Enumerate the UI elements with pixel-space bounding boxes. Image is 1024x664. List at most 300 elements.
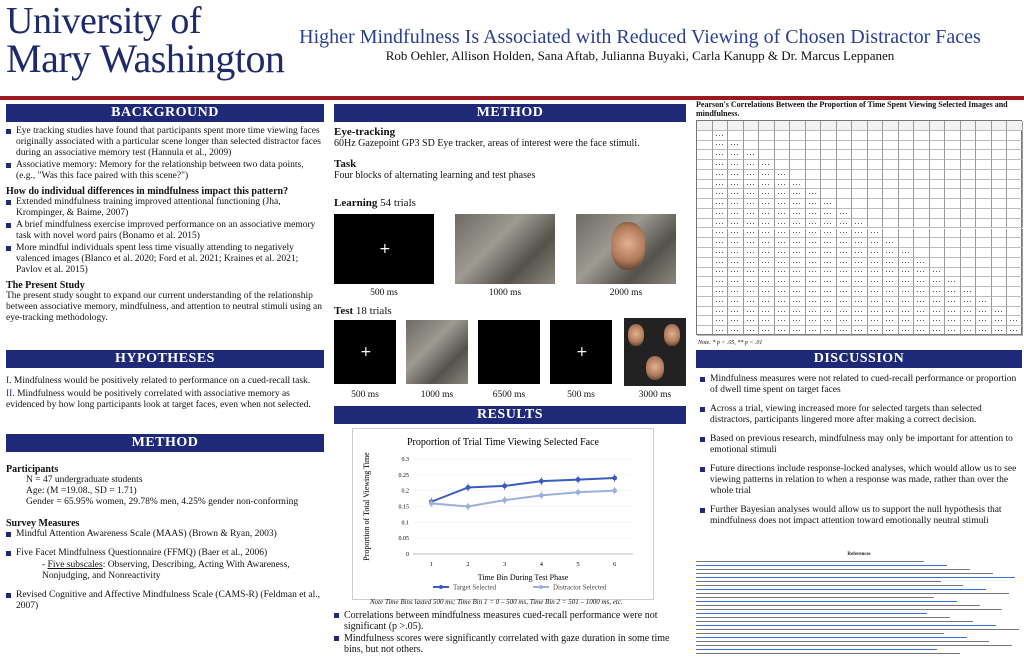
table-cell [775,287,791,297]
table-cell [852,268,868,278]
table-cell [961,297,977,307]
learning-label: Learning 54 trials [334,197,416,209]
discussion-heading: DISCUSSION [696,350,1022,368]
x-tick-label: 4 [539,561,543,568]
table-cell [899,180,915,190]
table-cell [744,131,760,141]
table-cell [852,150,868,160]
table-cell [976,199,992,209]
table-cell [868,277,884,287]
table-cell [992,258,1008,268]
table-cell [728,209,744,219]
table-cell [852,297,868,307]
table-cell [899,248,915,258]
table-cell [868,180,884,190]
y-tick-label: 0.15 [398,504,409,511]
table-cell [713,248,729,258]
table-cell [806,229,822,239]
table-cell [728,316,744,326]
results-bullets [334,610,686,656]
table-cell [852,326,868,336]
table-cell [961,268,977,278]
table-cell [914,248,930,258]
table-cell [759,160,775,170]
survey-heading: Survey Measures [6,518,80,529]
table-cell [852,307,868,317]
table-cell [992,248,1008,258]
table-cell [759,307,775,317]
reference-line [696,637,967,638]
learning-scene-face-image [576,214,676,284]
table-cell [728,307,744,317]
table-cell [852,170,868,180]
table-cell [868,238,884,248]
table-cell [821,316,837,326]
table-cell [1007,229,1023,239]
table-cell [728,297,744,307]
legend-label: Target Selected [453,583,497,592]
reference-line [696,649,937,650]
table-cell [790,326,806,336]
table-cell [744,170,760,180]
reference-line [696,605,980,606]
table-cell [821,277,837,287]
table-cell [945,238,961,248]
table-cell [728,141,744,151]
face-option-image [664,324,680,346]
table-cell [868,141,884,151]
table-cell [852,258,868,268]
table-cell [837,219,853,229]
table-cell [945,297,961,307]
table-cell [868,258,884,268]
table-cell [744,199,760,209]
table-cell [713,307,729,317]
table-cell [945,189,961,199]
table-cell [914,219,930,229]
table-header-cell [930,121,946,131]
table-cell [713,258,729,268]
table-cell [961,238,977,248]
x-tick-label: 3 [503,561,507,568]
table-cell [883,268,899,278]
table-cell [899,160,915,170]
table-cell [1007,141,1023,151]
table-cell [1007,316,1023,326]
table-cell [790,180,806,190]
table-cell [976,316,992,326]
table-cell [945,160,961,170]
table-cell [1007,258,1023,268]
table-cell [961,248,977,258]
table-cell [713,219,729,229]
table-cell [744,258,760,268]
table-cell [961,170,977,180]
table-cell [1007,160,1023,170]
table-cell [759,287,775,297]
x-tick-label: 6 [613,561,617,568]
table-cell [759,189,775,199]
table-header-cell [837,121,853,131]
table-cell [914,160,930,170]
table-cell [790,238,806,248]
table-cell [775,326,791,336]
table-cell [961,189,977,199]
table-cell [868,150,884,160]
table-cell [821,150,837,160]
y-tick-label: 0.1 [401,520,409,527]
table-cell [976,258,992,268]
table-cell [697,170,713,180]
table-cell [744,268,760,278]
reference-line [696,629,1019,630]
table-cell [852,141,868,151]
results-chart [352,428,654,600]
table-cell [775,189,791,199]
reference-line [696,625,996,626]
table-cell [837,199,853,209]
table-cell [961,229,977,239]
table-cell [744,248,760,258]
table-cell [914,170,930,180]
table-cell [744,326,760,336]
table-cell [945,268,961,278]
table-cell [821,170,837,180]
table-header-cell [759,121,775,131]
hypotheses-list [6,376,324,411]
discussion-bullet: Future directions include response-locked analyses, which would allow us to see viewing patterns in relation to when a response was made, rather than over the whole trial [700,464,1018,497]
table-cell [728,219,744,229]
table-cell [930,316,946,326]
survey-item: Mindful Attention Awareness Scale (MAAS) (Brown & Ryan, 2003) [6,529,324,540]
table-cell [728,131,744,141]
table-cell [775,150,791,160]
table-cell [806,238,822,248]
table-cell [775,258,791,268]
table-cell [744,238,760,248]
table-cell [806,307,822,317]
table-cell [821,268,837,278]
table-cell [852,277,868,287]
table-cell [697,287,713,297]
chart-title: Proportion of Trial Time Viewing Selected Face [407,437,599,448]
table-cell [728,287,744,297]
table-cell [759,258,775,268]
legend-marker [539,585,543,589]
table-cell [744,297,760,307]
table-cell [883,287,899,297]
table-cell [852,189,868,199]
table-header-cell [945,121,961,131]
table-cell [759,229,775,239]
table-cell [961,160,977,170]
test-blank-frame [478,320,540,384]
table-cell [852,287,868,297]
table-cell [821,307,837,317]
task-heading: Task [334,158,357,170]
table-cell [697,316,713,326]
table-cell [775,219,791,229]
table-cell [697,297,713,307]
table-cell [837,238,853,248]
method-left-section [6,460,324,613]
poster-title: Higher Mindfulness Is Associated with Reduced Viewing of Chosen Distractor Faces [299,26,981,48]
question-bullet: More mindful individuals spent less time visually attending to negatively valenced images (Blanco et al. 2020; Ford et al. 2021; Kraines et al. 2021; Pavlov et al. 2015) [6,243,324,276]
table-cell [697,258,713,268]
participants-age: Age: (M =19.08., SD = 1.71) [26,486,137,496]
table-cell [775,170,791,180]
table-cell [868,199,884,209]
table-cell [744,307,760,317]
table-cell [744,180,760,190]
hypothesis-number: II. [6,389,15,399]
table-cell [899,287,915,297]
question-bullet: A brief mindfulness exercise improved performance on an associative memory task with novel word pairs (Bonamo et al. 2015) [6,220,324,242]
table-cell [883,199,899,209]
table-header-cell [852,121,868,131]
reference-line [696,593,1009,594]
table-cell [883,150,899,160]
table-cell [899,307,915,317]
reference-line [696,613,927,614]
table-cell [837,141,853,151]
table-cell [914,229,930,239]
table-cell [713,199,729,209]
results-bullet: Mindfulness scores were significantly correlated with gaze duration in some time bins, but not others. [334,633,686,655]
table-cell [992,189,1008,199]
table-cell [806,180,822,190]
table-cell [945,209,961,219]
table-cell [930,287,946,297]
table-cell [821,238,837,248]
table-cell [930,189,946,199]
table-cell [806,326,822,336]
table-cell [992,131,1008,141]
table-cell [697,209,713,219]
reference-line [696,561,924,562]
table-cell [961,258,977,268]
table-cell [821,141,837,151]
table-cell [759,316,775,326]
table-cell [914,307,930,317]
eye-tracking-heading: Eye-tracking [334,126,396,138]
table-cell [837,277,853,287]
table-cell [728,238,744,248]
table-cell [899,326,915,336]
test-scene-image [406,320,468,384]
table-cell [883,326,899,336]
table-cell [759,219,775,229]
table-cell [961,277,977,287]
table-cell [930,170,946,180]
table-cell [868,160,884,170]
table-header-cell [697,121,713,131]
test-duration: 3000 ms [638,390,672,400]
table-cell [899,316,915,326]
table-cell [806,199,822,209]
table-cell [945,258,961,268]
table-cell [868,316,884,326]
table-cell [914,326,930,336]
table-cell [759,209,775,219]
table-cell [821,189,837,199]
table-cell [961,150,977,160]
reference-line [696,653,960,654]
table-cell [821,248,837,258]
method-mid-heading: METHOD [334,104,686,122]
test-duration: 1000 ms [420,390,454,400]
table-cell [992,316,1008,326]
table-cell [837,160,853,170]
table-cell [961,307,977,317]
table-cell [759,277,775,287]
table-cell [883,209,899,219]
table-cell [713,268,729,278]
participants-gender: Gender = 65.95% women, 29.78% men, 4.25% gender non-conforming [26,497,299,507]
table-cell [837,180,853,190]
references-heading: References [847,552,871,557]
table-title: Pearson's Correlations Between the Proportion of Time Spent Viewing Selected Images and mindfulness. [696,100,1008,118]
table-cell [852,131,868,141]
survey-item: Five Facet Mindfulness Questionnaire (FFMQ) (Baer et al., 2006) [6,548,324,559]
university-logo-line2: Mary Washington [6,36,285,81]
table-cell [806,219,822,229]
table-cell [713,277,729,287]
table-cell [744,316,760,326]
y-tick-label: 0.05 [398,536,409,543]
x-axis-label: Time Bin During Test Phase [477,573,569,582]
results-bullet: Correlations between mindfulness measures cued-recall performance were not significant (p >.05). [334,610,686,632]
table-cell [883,189,899,199]
table-cell [775,277,791,287]
table-cell [713,297,729,307]
table-cell [945,219,961,229]
table-cell [759,180,775,190]
table-cell [976,297,992,307]
table-cell [883,248,899,258]
table-cell [697,180,713,190]
table-cell [992,297,1008,307]
table-cell [790,150,806,160]
table-cell [837,307,853,317]
table-cell [806,316,822,326]
table-cell [697,248,713,258]
table-cell [775,180,791,190]
table-cell [697,277,713,287]
test-duration: 500 ms [351,390,379,400]
table-cell [992,199,1008,209]
table-cell [837,258,853,268]
table-cell [852,209,868,219]
table-header-cell [1007,121,1023,131]
table-header-cell [713,121,729,131]
table-cell [883,316,899,326]
table-cell [930,238,946,248]
table-cell [744,277,760,287]
table-cell [852,199,868,209]
table-cell [1007,219,1023,229]
table-cell [806,268,822,278]
table-cell [759,268,775,278]
table-cell [728,160,744,170]
chart-note: Note Time Bins lasted 500 ms; Time Bin 1 = 0 – 500 ms, Time Bin 2 = 501 – 1000 ms, etc. [370,598,623,606]
table-cell [883,277,899,287]
table-cell [775,131,791,141]
reference-line [696,641,989,642]
table-cell [713,287,729,297]
table-cell [945,229,961,239]
table-cell [868,131,884,141]
table-cell [821,131,837,141]
table-cell [1007,297,1023,307]
table-cell [914,150,930,160]
table-cell [930,180,946,190]
table-cell [976,189,992,199]
background-section [6,126,324,324]
table-cell [697,150,713,160]
y-tick-label: 0.25 [398,472,409,479]
table-cell [744,189,760,199]
table-cell [992,277,1008,287]
references-section [696,552,1022,662]
reference-line [696,581,941,582]
legend-marker [439,585,443,589]
table-cell [976,326,992,336]
reference-line [696,597,934,598]
table-cell [790,199,806,209]
table-cell [790,277,806,287]
table-cell [728,170,744,180]
hypotheses-heading: HYPOTHESES [6,350,324,368]
table-header-cell [883,121,899,131]
table-cell [976,248,992,258]
table-cell [697,189,713,199]
discussion-section [700,374,1018,528]
table-cell [713,170,729,180]
table-cell [806,209,822,219]
table-cell [961,131,977,141]
table-cell [697,141,713,151]
table-cell [930,131,946,141]
table-cell [821,229,837,239]
table-cell [790,258,806,268]
table-cell [837,189,853,199]
table-cell [868,326,884,336]
table-cell [976,150,992,160]
poster-authors: Rob Oehler, Allison Holden, Sana Aftab, Julianna Buyaki, Carla Kanupp & Dr. Marcus Leppanen [385,48,895,63]
table-cell [759,248,775,258]
table-cell [744,150,760,160]
table-cell [930,160,946,170]
table-cell [961,219,977,229]
table-cell [728,277,744,287]
table-cell [852,238,868,248]
table-cell [744,287,760,297]
table-cell [790,141,806,151]
table-cell [899,199,915,209]
y-tick-label: 0 [406,552,409,558]
table-cell [992,180,1008,190]
table-cell [713,189,729,199]
table-cell [899,141,915,151]
learning-fixation-frame: + [334,214,434,284]
table-cell [775,297,791,307]
table-cell [759,297,775,307]
learning-scene-image [455,214,555,284]
table-cell [713,238,729,248]
table-cell [821,326,837,336]
table-header-cell [775,121,791,131]
